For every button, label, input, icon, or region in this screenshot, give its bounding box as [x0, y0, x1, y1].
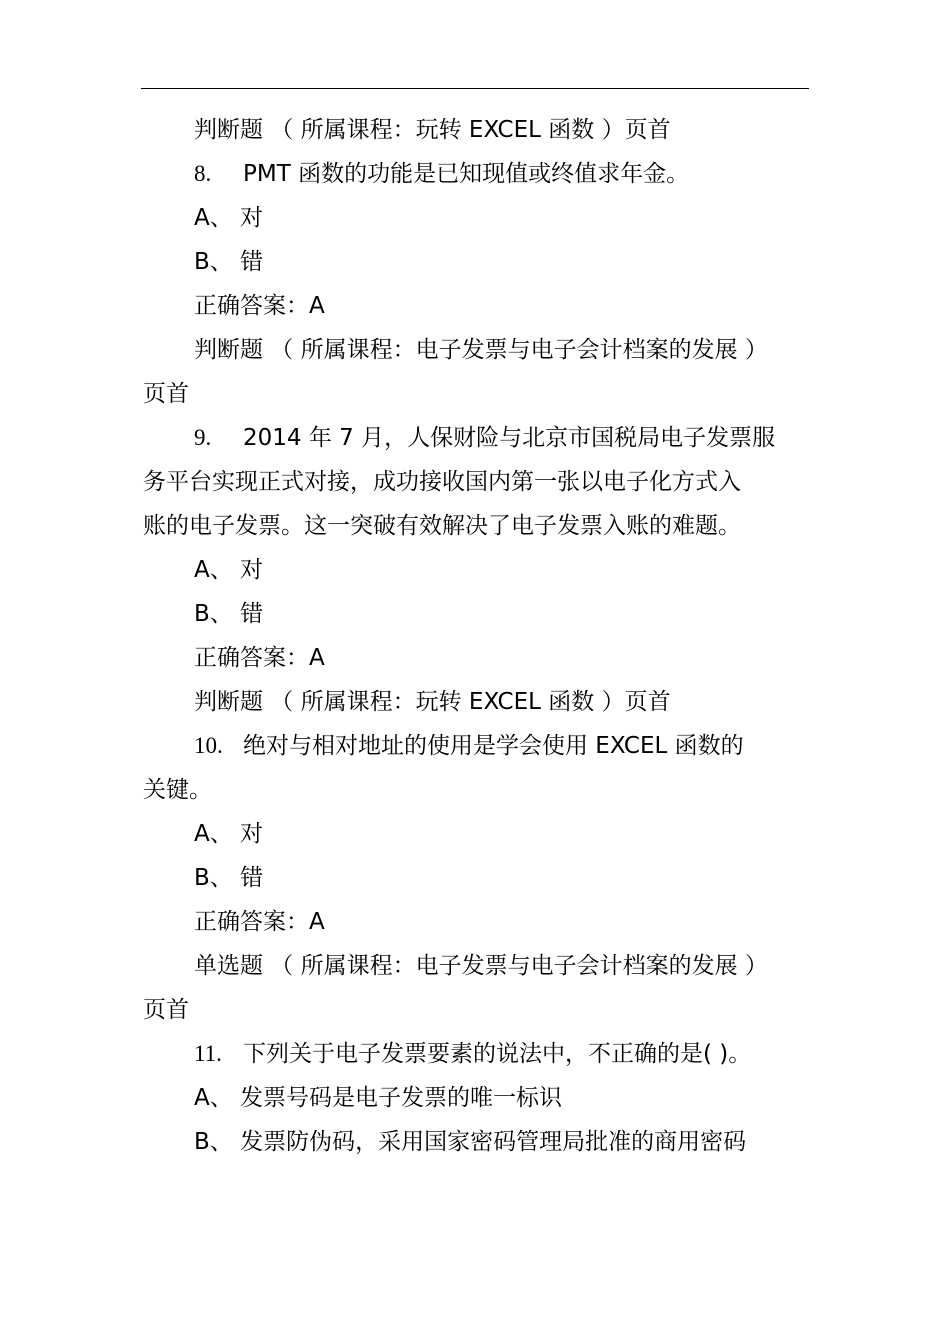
question-text: 关键。: [143, 777, 212, 803]
question: [143, 416, 809, 548]
answer-option: A、 对: [194, 821, 264, 847]
question-text: PMT 函数的功能是已知现值或终值求年金。: [243, 161, 690, 187]
question: [143, 152, 809, 196]
question-line: [143, 460, 809, 504]
question-number: 11.: [194, 1041, 222, 1066]
question-number: 8.: [194, 161, 212, 186]
correct-answer: 正确答案：A: [194, 293, 325, 319]
answer-option: B、 发票防伪码，采用国家密码管理局批准的商用密码: [194, 1129, 747, 1155]
question-text: 账的电子发票。这一突破有效解决了电子发票入账的难题。: [143, 513, 741, 539]
question-line: [143, 768, 809, 812]
answer-option: A、 发票号码是电子发票的唯一标识: [194, 1085, 563, 1111]
question-text: 绝对与相对地址的使用是学会使用 EXCEL 函数的: [243, 733, 744, 759]
question-line: [143, 1032, 809, 1076]
question-number: 9.: [194, 425, 212, 450]
section-header-line: 单选题 （ 所属课程：电子发票与电子会计档案的发展 ）: [194, 953, 768, 979]
section-header: 判断题 （ 所属课程：玩转 EXCEL 函数 ）页首: [194, 689, 671, 715]
question-line: [143, 724, 809, 768]
answer-option: A、 对: [194, 557, 264, 583]
correct-answer: 正确答案：A: [194, 645, 325, 671]
question-text: 务平台实现正式对接，成功接收国内第一张以电子化方式入: [143, 469, 741, 495]
answer-option: B、 错: [194, 601, 264, 627]
section-header-line: 判断题 （ 所属课程：电子发票与电子会计档案的发展 ）: [194, 337, 768, 363]
section-header-line: 页首: [143, 997, 189, 1023]
section-header-line: 页首: [143, 381, 189, 407]
correct-answer: 正确答案：A: [194, 909, 325, 935]
question-text: 下列关于电子发票要素的说法中，不正确的是( )。: [243, 1041, 752, 1067]
question-text: 2014 年 7 月，人保财险与北京市国税局电子发票服: [243, 425, 776, 451]
question-line: [143, 152, 809, 196]
question: [143, 1032, 809, 1076]
answer-option: A、 对: [194, 205, 264, 231]
document-body: [143, 108, 809, 1164]
header-rule: [141, 88, 809, 89]
answer-option: B、 错: [194, 249, 264, 275]
question: [143, 724, 809, 812]
section-header: 判断题 （ 所属课程：玩转 EXCEL 函数 ）页首: [194, 117, 671, 143]
question-number: 10.: [194, 733, 223, 758]
question-line: [143, 504, 809, 548]
question-line: [143, 416, 809, 460]
answer-option: B、 错: [194, 865, 264, 891]
